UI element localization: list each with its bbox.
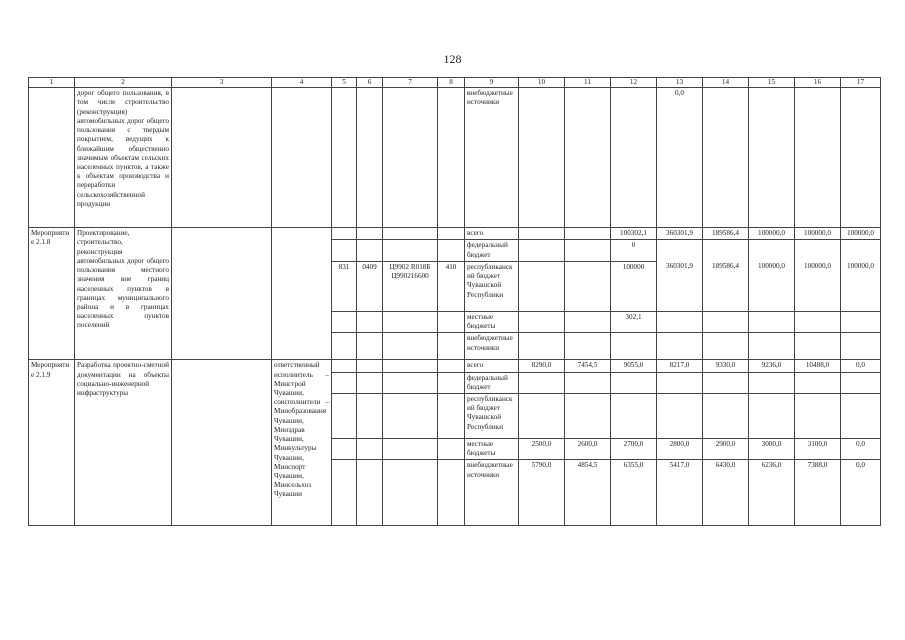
header-row xyxy=(29,78,881,88)
cell-value: 100000,0 xyxy=(795,261,841,311)
cell-value: 189586,4 xyxy=(703,228,749,240)
cell-value: 2900,0 xyxy=(703,438,749,459)
header-col: 15 xyxy=(749,78,795,88)
m218-source: местные бюджеты xyxy=(465,311,519,332)
m219-name: Разработка проектно-сметной документации на объекты социально-инженерной инфраструктуры xyxy=(75,360,172,526)
header-col: 1 xyxy=(29,78,75,88)
header-col: 9 xyxy=(465,78,519,88)
cell-value: 2800,0 xyxy=(657,438,703,459)
cell-value: 360301,9 xyxy=(657,261,703,311)
cell-value: 3000,0 xyxy=(749,438,795,459)
cell-value: 100000,0 xyxy=(841,228,881,240)
table-row xyxy=(29,360,881,372)
cell-value: 7454,5 xyxy=(565,360,611,372)
cell-value: 100302,1 xyxy=(611,228,657,240)
cell-value: 3100,0 xyxy=(795,438,841,459)
m218-source: внебюджетные источники xyxy=(465,333,519,360)
cell-value: 360301,9 xyxy=(657,228,703,240)
cell-value: 410 xyxy=(438,261,465,311)
cell-value: 0409 xyxy=(357,261,383,311)
cell-value: 100000 xyxy=(611,261,657,311)
cell-value: 100000,0 xyxy=(795,228,841,240)
header-col: 14 xyxy=(703,78,749,88)
cell-value: 6355,0 xyxy=(611,460,657,526)
m219-source: республиканский бюджет Чувашской Республики xyxy=(465,393,519,438)
table-row xyxy=(29,228,881,240)
cell-value: 831 xyxy=(332,261,357,311)
header-col: 16 xyxy=(795,78,841,88)
m219-source: местные бюджеты xyxy=(465,438,519,459)
m218-name: Проектирование, строительство, реконструкция автомобильных дорог общего пользования местного значения вне границ населенных пунктов в границах муниципального района и в границах населенных пунктов поселений xyxy=(75,228,172,360)
header-col: 8 xyxy=(438,78,465,88)
cell-value: 10488,0 xyxy=(795,360,841,372)
m219-label: Мероприятие 2.1.9 xyxy=(29,360,75,526)
cell-value: 6236,0 xyxy=(749,460,795,526)
cell-value: 9236,0 xyxy=(749,360,795,372)
header-col: 4 xyxy=(272,78,332,88)
cell-value: 2600,0 xyxy=(565,438,611,459)
m218-source: федеральный бюджет xyxy=(465,240,519,261)
cell-value: 8217,0 xyxy=(657,360,703,372)
header-col: 7 xyxy=(383,78,438,88)
header-col: 11 xyxy=(565,78,611,88)
cell-value: 6430,0 xyxy=(703,460,749,526)
header-col: 6 xyxy=(357,78,383,88)
cell-value: 189586,4 xyxy=(703,261,749,311)
cell-value: 2500,0 xyxy=(519,438,565,459)
header-col: 17 xyxy=(841,78,881,88)
cell-value: 4854,5 xyxy=(565,460,611,526)
cell-value: 100000,0 xyxy=(841,261,881,311)
cell-value: 0,0 xyxy=(841,460,881,526)
cell-value: 5417,0 xyxy=(657,460,703,526)
cell-value: 9330,0 xyxy=(703,360,749,372)
m219-executor: ответственный исполнитель – Минстрой Чувашии, соисполнители – Минобразования Чувашии, Минздрав Чувашии, Минкультуры Чувашии, Минспорт Чувашии, Минсельхоз Чувашии xyxy=(272,360,332,526)
m218-source: всего xyxy=(465,228,519,240)
cont-source: внебюджетные источники xyxy=(465,88,519,228)
cell-value: Ц9902 R018Б Ц990216600 xyxy=(383,261,438,311)
cont-name: дорог общего пользования, в том числе строительство (реконструкция) автомобильных дорог общего пользования с твердым покрытием, ведущих к ближайшим общественно значимым объектам сельских населенных пунктов, а также к объектам производства и переработки сельскохозяйственной продукции xyxy=(75,88,172,228)
cell-value: 0 xyxy=(611,240,657,261)
budget-table xyxy=(28,77,881,526)
cell-value: 9055,0 xyxy=(611,360,657,372)
header-col: 3 xyxy=(172,78,272,88)
header-col: 10 xyxy=(519,78,565,88)
cell-value: 8290,0 xyxy=(519,360,565,372)
m219-source: внебюджетные источники xyxy=(465,460,519,526)
header-col: 2 xyxy=(75,78,172,88)
m219-source: всего xyxy=(465,360,519,372)
cell-value: 0,0 xyxy=(841,360,881,372)
m219-source: федеральный бюджет xyxy=(465,372,519,393)
table-row xyxy=(29,88,881,228)
cont-c13: 0,0 xyxy=(657,88,703,228)
cell-value: 0,0 xyxy=(841,438,881,459)
cell-value: 100000,0 xyxy=(749,228,795,240)
header-col: 5 xyxy=(332,78,357,88)
page-number: 128 xyxy=(443,52,462,66)
header-col: 13 xyxy=(657,78,703,88)
cell-value: 7388,0 xyxy=(795,460,841,526)
m218-source: республиканский бюджет Чувашской Республики xyxy=(465,261,519,311)
cell-value: 100000,0 xyxy=(749,261,795,311)
cell-value: 2700,0 xyxy=(611,438,657,459)
cell-value: 5790,0 xyxy=(519,460,565,526)
header-col: 12 xyxy=(611,78,657,88)
m218-label: Мероприятие 2.1.8 xyxy=(29,228,75,360)
cell-value: 302,1 xyxy=(611,311,657,332)
